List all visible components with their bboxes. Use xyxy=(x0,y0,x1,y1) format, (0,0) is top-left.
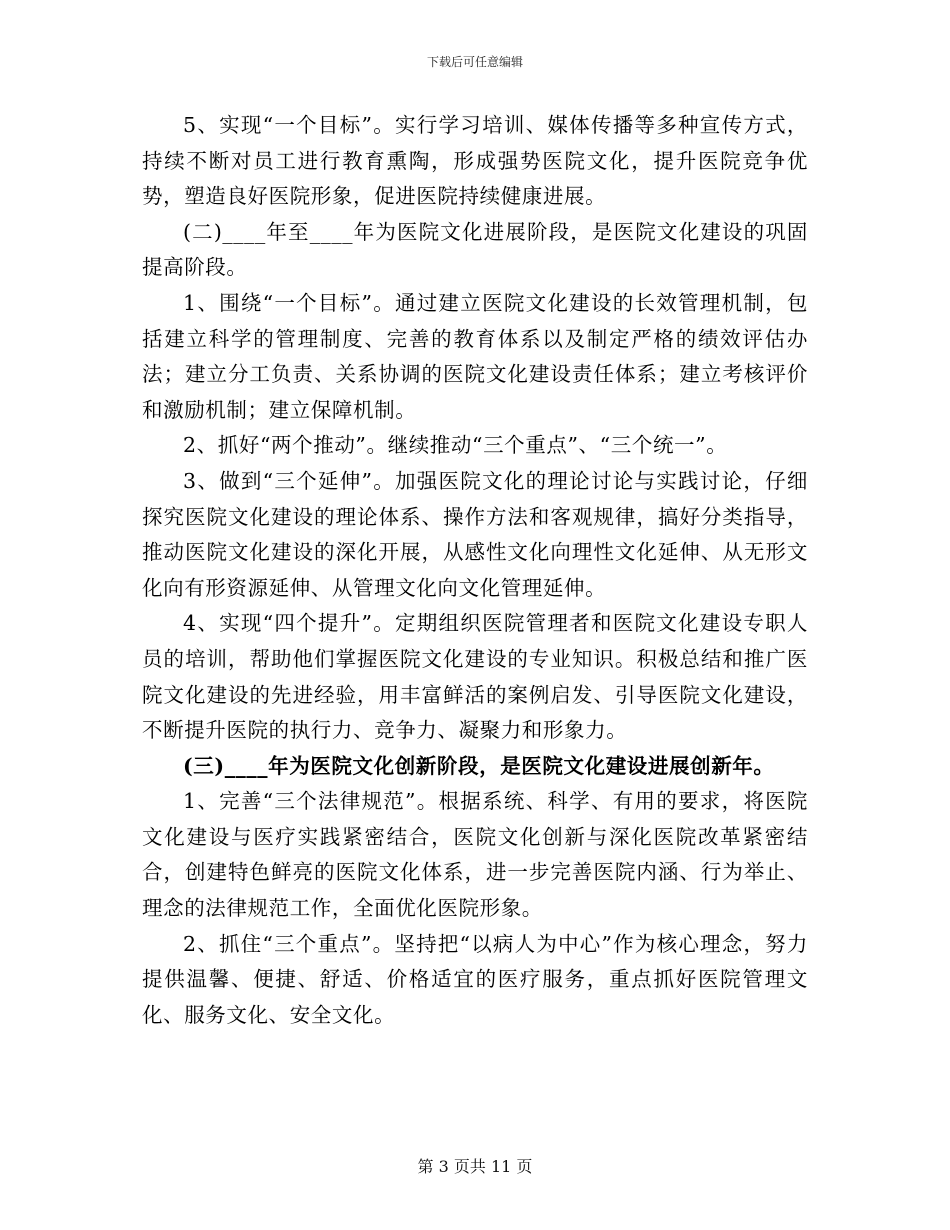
paragraph-one-goal: 1、围绕“一个目标”。通过建立医院文化建设的长效管理机制，包括建立科学的管理制度、完善的教育体系以及制定严格的绩效评估办法；建立分工负责、关系协调的医院文化建设责任体系；建立考核评价和激励机制；建立保障机制。 xyxy=(142,290,808,422)
paragraph-three-norms: 1、完善“三个法律规范”。根据系统、科学、有用的要求，将医院文化建设与医疗实践紧密结合，医院文化创新与深化医院改革紧密结合，创建特色鲜亮的医院文化体系，进一步完善医院内涵、行为举止、理念的法律规范工作，全面优化医院形象。 xyxy=(142,789,808,921)
page-number-footer: 第 3 页共 11 页 xyxy=(417,1157,533,1176)
page-header: 下载后可任意编辑 xyxy=(426,55,523,69)
paragraph-three-focuses: 2、抓住“三个重点”。坚持把“以病人为中心”作为核心理念，努力提供温馨、便捷、舒适、价格适宜的医疗服务，重点抓好医院管理文化、服务文化、安全文化。 xyxy=(142,931,808,1027)
document-body xyxy=(142,108,808,1033)
paragraph-stage-2-heading: (二)____年至____年为医院文化进展阶段，是医院文化建设的巩固提高阶段。 xyxy=(142,219,808,280)
paragraph-goal-5: 5、实现“一个目标”。实行学习培训、媒体传播等多种宣传方式，持续不断对员工进行教育熏陶，形成强势医院文化，提升医院竞争优势，塑造良好医院形象，促进医院持续健康进展。 xyxy=(142,113,808,209)
paragraph-two-pushes: 2、抓好“两个推动”。继续推动“三个重点”、“三个统一”。 xyxy=(183,433,728,458)
paragraph-four-improvements: 4、实现“四个提升”。定期组织医院管理者和医院文化建设专职人员的培训，帮助他们掌握医院文化建设的专业知识。积极总结和推广医院文化建设的先进经验，用丰富鲜活的案例启发、引导医院文化建设，不断提升医院的执行力、竞争力、凝聚力和形象力。 xyxy=(142,611,808,743)
paragraph-stage-3-heading: (三)____年为医院文化创新阶段，是医院文化建设进展创新年。 xyxy=(183,753,775,778)
paragraph-three-extensions: 3、做到“三个延伸”。加强医院文化的理论讨论与实践讨论，仔细探究医院文化建设的理论体系、操作方法和客观规律，搞好分类指导，推动医院文化建设的深化开展，从感性文化向理性文化延伸、从无形文化向有形资源延伸、从管理文化向文化管理延伸。 xyxy=(142,468,808,600)
